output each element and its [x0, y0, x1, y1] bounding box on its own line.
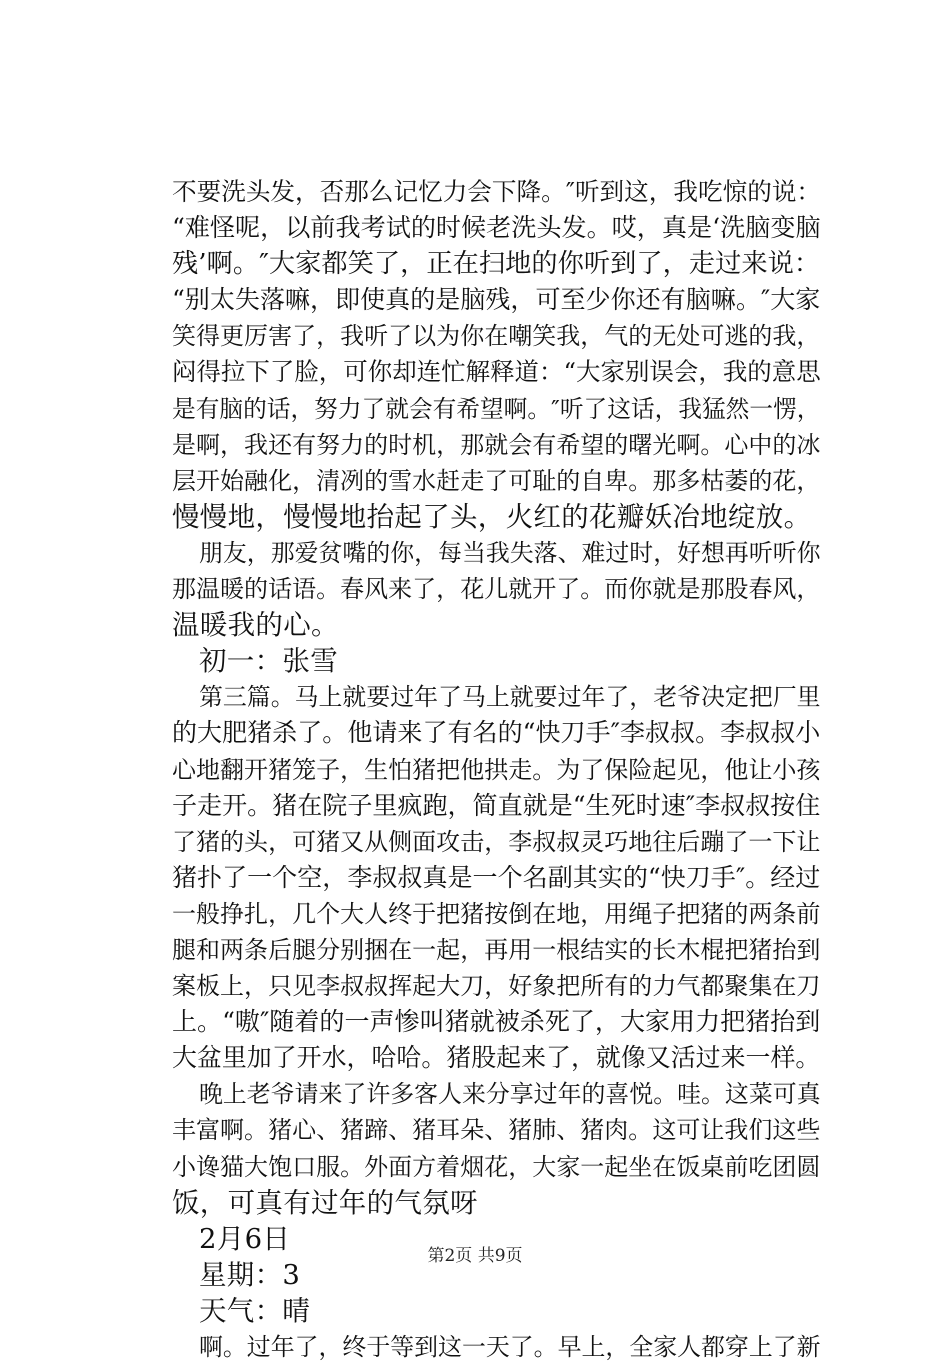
text-line: 饭，可真有过年的气氛呀	[172, 1186, 478, 1219]
text-line: “难怪呢，以前我考试的时候老洗头发。哎，真是‘洗脑变脑	[172, 213, 821, 243]
text-line: 小谗猫大饱口服。外面方着烟花，大家一起坐在饭桌前吃团圆	[172, 1152, 821, 1181]
text-line: 了猪的头，可猪又从侧面攻击，李叔叔灵巧地往后蹦了一下让	[172, 827, 821, 856]
text-line: 上。“嗷″随着的一声惨叫猪就被杀死了，大家用力把猪抬到	[172, 1007, 821, 1037]
text-line: 朋友，那爱贫嘴的你，每当我失落、难过时，好想再听听你	[199, 538, 821, 567]
text-line: 初一：张雪	[199, 645, 338, 678]
text-line: 笑得更厉害了，我听了以为你在嘲笑我，气的无处可逃的我，	[172, 322, 821, 351]
text-line: 星期：3	[199, 1258, 301, 1291]
text-line: 猪扑了一个空，李叔叔真是一个名副其实的“快刀手″。经过	[172, 862, 821, 892]
text-line: 腿和两条后腿分别捆在一起，再用一根结实的长木棍把猪抬到	[172, 935, 821, 964]
text-line: 第三篇。马上就要过年了马上就要过年了，老爷决定把厂里	[199, 683, 821, 712]
text-line: 的大肥猪杀了。他请来了有名的“快刀手″李叔叔。李叔叔小	[172, 718, 821, 748]
text-line: 晚上老爷请来了许多客人来分享过年的喜悦。哇。这菜可真	[199, 1080, 821, 1109]
document-body	[172, 174, 828, 1365]
text-line: 心地翻开猪笼子，生怕猪把他拱走。为了保险起见，他让小孩	[172, 755, 821, 784]
text-line: 闷得拉下了脸，可你却连忙解释道：“大家别误会，我的意思	[172, 357, 821, 387]
text-line: 是啊，我还有努力的时机，那就会有希望的曙光啊。心中的冰	[172, 430, 821, 459]
text-line: 温暖我的心。	[172, 609, 339, 642]
text-line: 慢慢地，慢慢地抬起了头，火红的花瓣妖冶地绽放。	[172, 500, 812, 533]
text-line: 啊。过年了，终于等到这一天了。早上，全家人都穿上了新	[199, 1333, 821, 1361]
page-footer: 第2页 共9页	[427, 1246, 523, 1266]
text-line: 2月6日	[199, 1222, 291, 1255]
text-line: “别太失落嘛，即使真的是脑残，可至少你还有脑嘛。″大家	[172, 285, 821, 315]
text-line: 层开始融化，清冽的雪水赶走了可耻的自卑。那多枯萎的花，	[172, 466, 821, 495]
text-line: 案板上，只见李叔叔挥起大刀，好象把所有的力气都聚集在刀	[172, 972, 821, 1001]
text-line: 丰富啊。猪心、猪蹄、猪耳朵、猪肺、猪肉。这可让我们这些	[172, 1116, 821, 1145]
text-line: 那温暖的话语。春风来了，花儿就开了。而你就是那股春风，	[172, 575, 821, 604]
text-line: 子走开。猪在院子里疯跑，简直就是“生死时速″李叔叔按住	[172, 790, 821, 820]
text-line: 残’啊。″大家都笑了，正在扫地的你听到了，走过来说：	[172, 249, 821, 280]
text-line: 天气：晴	[199, 1294, 311, 1327]
text-line: 不要洗头发，否那么记忆力会下降。″听到这，我吃惊的说：	[172, 177, 822, 206]
text-line: 是有脑的话，努力了就会有希望啊。″听了这话，我猛然一愣，	[172, 394, 821, 423]
text-line: 一般挣扎，几个大人终于把猪按倒在地，用绳子把猪的两条前	[172, 899, 821, 928]
text-line: 大盆里加了开水，哈哈。猪股起来了，就像又活过来一样。	[172, 1043, 821, 1073]
